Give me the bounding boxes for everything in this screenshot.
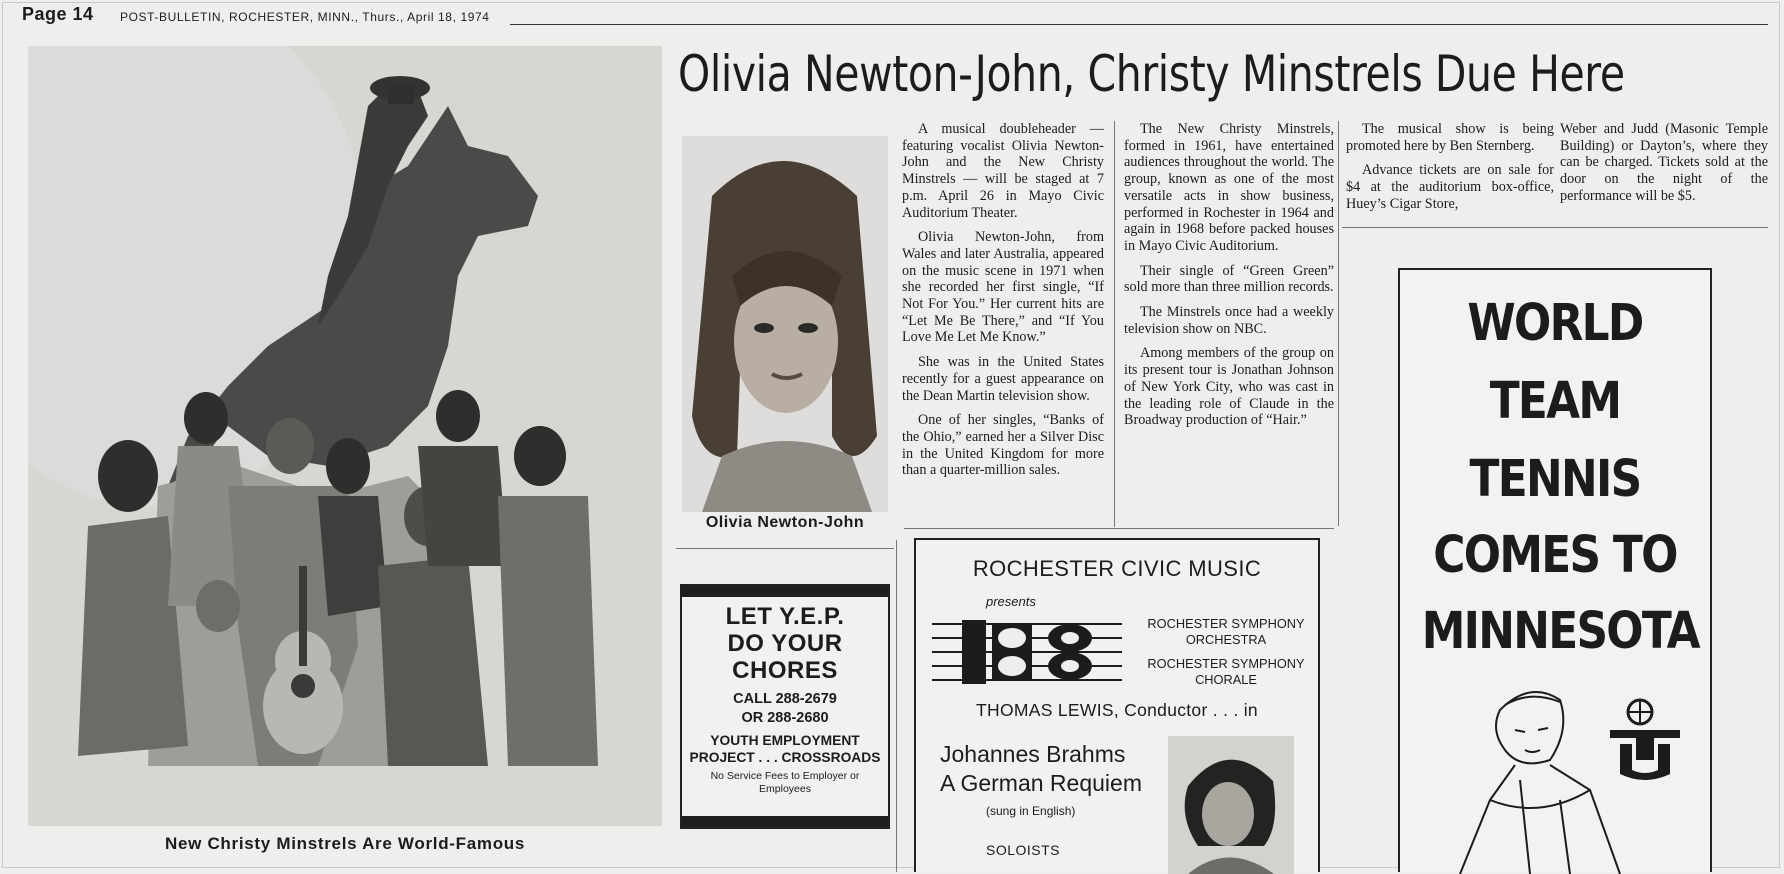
ad-note: No Service Fees to Employer or Employees — [710, 770, 860, 795]
section-rule — [1342, 227, 1768, 228]
article-column-1 — [902, 121, 1104, 487]
group-photo — [28, 46, 662, 826]
article-paragraph: The Minstrels once had a weekly television show on NBC. — [1124, 304, 1334, 337]
column-rule — [1338, 121, 1339, 526]
article-paragraph: Among members of the group on its present tour is Jonathan Johnson of New York City, who was cast in the leading role of Claude in the Broadway production of “Hair.” — [1124, 345, 1334, 429]
soloist-photo — [1168, 736, 1294, 874]
article-paragraph: The New Christy Minstrels, formed in 1961, have entertained audiences throughout the world. The group, known as one of the most versatile acts in show business, performed in Rochester in 1964 and again in 1968 before packed houses in Mayo Civic Auditorium. — [1124, 121, 1334, 254]
ad-org-line: CHORALE — [1195, 672, 1257, 687]
article-paragraph: Weber and Judd (Masonic Temple Building) or Dayton’s, where they can be charged. Tickets sold at the door on the night of the performance will be $5. — [1560, 121, 1768, 204]
ad-phone: CALL 288-2679 — [733, 691, 837, 707]
ad-headline-line: TENNIS — [1469, 450, 1641, 509]
ad-headline-line: DO YOUR — [727, 630, 843, 657]
ad-soloists: SOLOISTS — [986, 842, 1061, 858]
article-paragraph: Their single of “Green Green” sold more than three million records. — [1124, 262, 1334, 296]
article-paragraph: Advance tickets are on sale for $4 at the auditorium box-office, Huey’s Cigar Store, — [1346, 162, 1554, 212]
portrait-illustration — [682, 136, 888, 512]
page-number: Page 14 — [22, 4, 94, 24]
ad-headline-line: TEAM — [1489, 372, 1621, 431]
group-photo-caption: New Christy Minstrels Are World-Famous — [164, 834, 526, 853]
article-column-4 — [1560, 121, 1768, 213]
article-column-3 — [1346, 121, 1554, 221]
ad-headline-line: CHORES — [732, 657, 838, 684]
article-column-2 — [1124, 121, 1334, 437]
ad-work-title — [940, 740, 1142, 798]
section-rule — [676, 548, 894, 549]
headline: Olivia Newton-John, Christy Minstrels Due Here — [678, 45, 1625, 103]
article-paragraph: She was in the United States recently for a guest appearance on the Dean Martin television show. — [902, 354, 1104, 404]
column-rule — [1114, 121, 1115, 527]
ad-org: PROJECT . . . CROSSROADS — [689, 750, 881, 765]
ad-headline-line: MINNESOTA — [1421, 602, 1699, 661]
music-staff-logo-icon — [932, 616, 1122, 691]
article-paragraph: One of her singles, “Banks of the Ohio,” earned her a Silver Disc in the United Kingdom for more than a quarter-million sales. — [902, 412, 1104, 479]
ad-top-bar — [682, 586, 888, 597]
tennis-player-sketch — [1420, 670, 1700, 874]
ad-org: YOUTH EMPLOYMENT — [710, 733, 860, 748]
dateline: POST-BULLETIN, ROCHESTER, MINN., Thurs., April 18, 1974 — [120, 10, 490, 24]
ad-composer: Johannes Brahms — [940, 741, 1126, 767]
section-rule — [904, 528, 1334, 529]
article-paragraph: A musical doubleheader — featuring vocalist Olivia Newton-John and the New Christy Minstrels — will be staged at 7 p.m. April 26 in Mayo Civic Auditorium Theater. — [902, 121, 1104, 221]
column-rule — [896, 540, 897, 872]
ad-presents: presents — [986, 594, 1036, 609]
wtt-logo-icon — [1610, 700, 1680, 780]
ad-headline-line: WORLD — [1467, 294, 1643, 353]
yep-chores-ad — [680, 584, 890, 829]
ad-work: A German Requiem — [940, 770, 1142, 796]
ad-bottom-bar — [682, 816, 888, 827]
ad-conductor: THOMAS LEWIS, Conductor . . . in — [976, 700, 1258, 720]
masthead-rule — [510, 24, 1768, 25]
ad-sung-note: (sung in English) — [986, 804, 1076, 818]
ad-title: ROCHESTER CIVIC MUSIC — [972, 556, 1262, 581]
ad-org-line: ROCHESTER SYMPHONY — [1147, 616, 1305, 631]
article-paragraph: The musical show is being promoted here by Ben Sternberg. — [1346, 121, 1554, 154]
portrait-caption: Olivia Newton-John — [705, 514, 865, 531]
olivia-portrait-photo — [682, 136, 888, 512]
ad-org-line: ORCHESTRA — [1185, 632, 1267, 647]
ad-phone: OR 288-2680 — [741, 710, 829, 726]
ad-org-line: ROCHESTER SYMPHONY — [1147, 656, 1305, 671]
ad-headline-line: LET Y.E.P. — [725, 603, 845, 630]
article-paragraph: Olivia Newton-John, from Wales and later Australia, appeared on the music scene in 1971 when she recorded her first single, “If Not For You.” Her current hits are “Let Me Be There,” and “If You Love Me Let Me Know.” — [902, 229, 1104, 346]
ad-headline-line: COMES TO — [1433, 526, 1677, 585]
statue-and-group-illustration — [28, 46, 662, 826]
world-team-tennis-ad — [1398, 268, 1712, 872]
civic-music-ad — [914, 538, 1320, 872]
